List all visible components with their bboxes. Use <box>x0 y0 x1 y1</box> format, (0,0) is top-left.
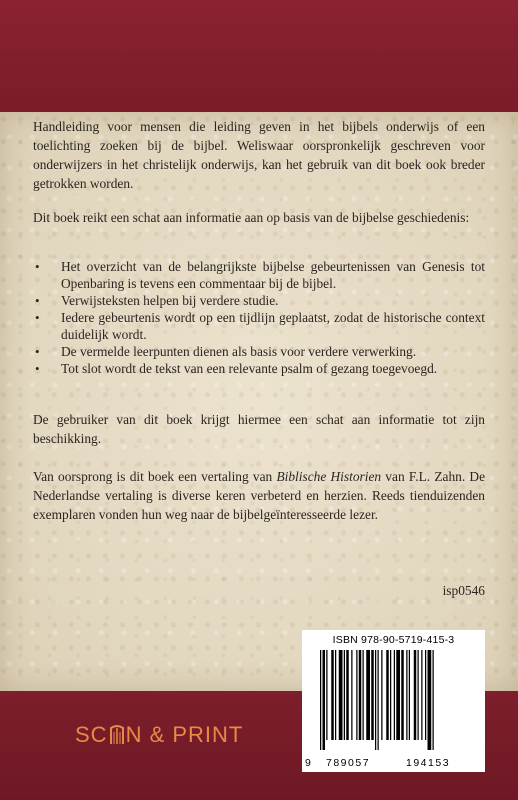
list-item: • Tot slot wordt de tekst van een relevante psalm of gezang toegevoegd. <box>35 361 438 376</box>
list-item: • Verwijsteksten helpen bij verdere studie. <box>35 293 279 308</box>
list-item: • De vermelde leerpunten dienen als basis voor verdere verwerking. <box>35 344 417 359</box>
barcode-digit-first: 9 <box>305 757 311 769</box>
lead-paragraph: Dit boek reikt een schat aan informatie aan op basis van de bijbelse geschiedenis: <box>33 210 470 225</box>
top-color-band <box>0 0 518 112</box>
catalog-code: isp0546 <box>442 583 485 598</box>
list-item: • Iedere gebeurtenis wordt op een tijdlijn geplaatst, zodat de historische context duidelijk wordt. <box>35 310 485 342</box>
bullet-marker: • <box>35 259 40 274</box>
book-title: Biblische Historien <box>276 469 382 484</box>
isbn-barcode <box>302 630 485 772</box>
book-icon <box>109 725 125 745</box>
origin-paragraph: Van oorsprong is dit boek een vertaling van Biblische Historien van F.L. Zahn. De Nederlandse vertaling is diverse keren verbeterd en herzien. Reeds tienduizenden exemplaren vonden hun weg naar de bijbelgeïnteresseerde lezer. <box>33 469 486 522</box>
bullet-marker: • <box>35 344 40 359</box>
bullet-marker: • <box>35 310 40 325</box>
paper-panel <box>0 112 518 691</box>
publisher-logo: SC N & PRINT <box>75 722 244 747</box>
bullet-marker: • <box>35 293 40 308</box>
bullet-marker: • <box>35 361 40 376</box>
barcode-digits-left: 789057 <box>326 757 371 769</box>
user-paragraph: De gebruiker van dit boek krijgt hiermee een schat aan informatie tot zijn beschikking. <box>33 412 485 446</box>
intro-paragraph: Handleiding voor mensen die leiding geven in het bijbels onderwijs of een toelichting zoeken bij de bijbel. Weliswaar oorspronkelijk geschreven voor onderwijzers in het christelijk onderwijs, kan het gebruik van dit boek ook breder getrokken worden. <box>33 119 485 191</box>
isbn-label: ISBN 978-90-5719-415-3 <box>332 634 455 646</box>
barcode-bars <box>312 650 482 754</box>
feature-list <box>33 258 485 377</box>
list-item: • Het overzicht van de belangrijkste bijbelse gebeurtenissen van Genesis tot Openbaring is tevens een commentaar bij de bijbel. <box>35 259 485 291</box>
barcode-digits-right: 194153 <box>406 757 451 769</box>
